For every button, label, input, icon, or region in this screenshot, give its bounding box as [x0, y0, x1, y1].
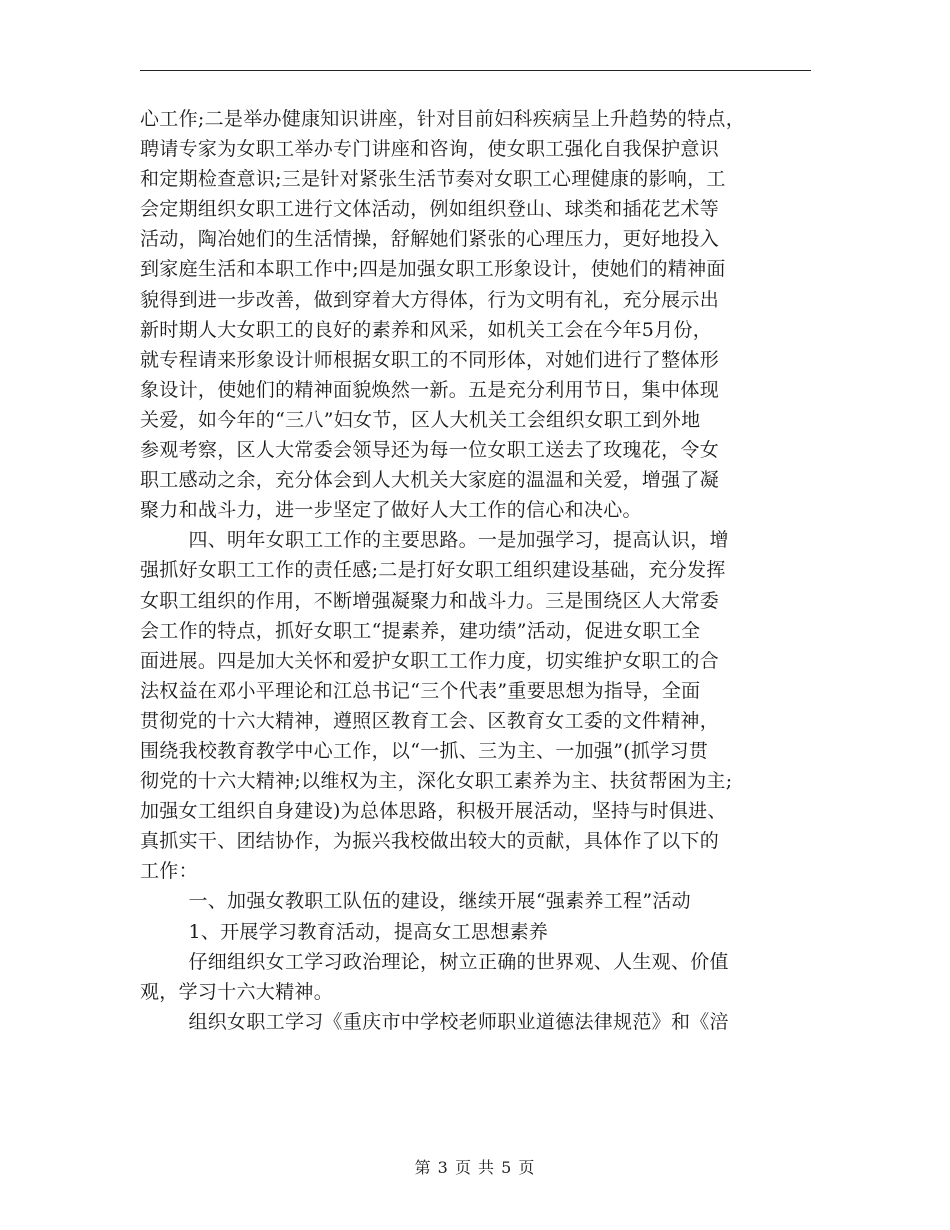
text-line: 职工感动之余，充分体会到人大机关大家庭的温温和关爱，增强了凝 — [140, 469, 720, 492]
text-line: 和定期检查意识;三是针对紧张生活节奏对女职工心理健康的影响，工 — [140, 168, 726, 191]
section-heading: 一、加强女教职工队伍的建设，继续开展“强素养工程”活动 — [188, 890, 691, 913]
text-line: 活动，陶冶她们的生活情操，舒解她们紧张的心理压力，更好地投入 — [140, 228, 720, 251]
text-line: 观，学习十六大精神。 — [140, 980, 334, 1003]
body-text — [140, 104, 820, 1037]
text-line: 象设计，使她们的精神面貌焕然一新。五是充分利用节日，集中体现 — [140, 378, 720, 401]
paragraph-start-line: 组织女职工学习《重庆市中学校老师职业道德法律规范》和《涪 — [188, 1010, 729, 1033]
text-line: 法权益在邓小平理论和江总书记“三个代表”重要思想为指导，全面 — [140, 679, 701, 702]
text-line: 参观考察，区人大常委会领导还为每一位女职工送去了玫瑰花，令女 — [140, 439, 720, 462]
text-line: 面进展。四是加大关怀和爱护女职工工作力度，切实维护女职工的合 — [140, 649, 720, 672]
text-line: 工作： — [140, 860, 198, 883]
text-line: 到家庭生活和本职工作中;四是加强女职工形象设计，使她们的精神面 — [140, 258, 726, 281]
header-rule — [140, 70, 811, 71]
text-line: 会定期组织女职工进行文体活动，例如组织登山、球类和插花艺术等 — [140, 198, 720, 221]
text-line: 加强女工组织自身建设)为总体思路，积极开展活动，坚持与时俱进、 — [140, 800, 727, 823]
text-line: 女职工组织的作用，不断增强凝聚力和战斗力。三是围绕区人大常委 — [140, 589, 720, 612]
text-line: 会工作的特点，抓好女职工“提素养，建功绩”活动，促进女职工全 — [140, 619, 701, 642]
subsection-heading: 1、开展学习教育活动，提高女工思想素养 — [188, 920, 549, 943]
page-number-footer: 第 3 页 共 5 页 — [414, 1158, 536, 1177]
text-line: 真抓实干、团结协作，为振兴我校做出较大的贡献，具体作了以下的 — [140, 830, 720, 853]
text-line: 新时期人大女职工的良好的素养和风采，如机关工会在今年5月份， — [140, 318, 713, 341]
text-line: 心工作;二是举办健康知识讲座，针对目前妇科疾病呈上升趋势的特点， — [140, 108, 746, 130]
text-line: 关爱，如今年的“三八”妇女节，区人大机关工会组织女职工到外地 — [140, 408, 701, 431]
text-line: 彻党的十六大精神;以维权为主，深化女职工素养为主、扶贫帮困为主; — [140, 770, 733, 793]
text-line: 围绕我校教育教学中心工作，以“一抓、三为主、一加强”(抓学习贯 — [140, 739, 709, 762]
text-line: 强抓好女职工工作的责任感;二是打好女职工组织建设基础，充分发挥 — [140, 559, 726, 582]
text-line: 聚力和战斗力，进一步坚定了做好人大工作的信心和决心。 — [140, 499, 642, 522]
text-line: 贯彻党的十六大精神，遵照区教育工会、区教育女工委的文件精神， — [140, 709, 720, 732]
paragraph-start-line: 四、明年女职工工作的主要思路。一是加强学习，提高认识，增 — [188, 529, 729, 552]
text-line: 貌得到进一步改善，做到穿着大方得体，行为文明有礼，充分展示出 — [140, 288, 720, 311]
text-line: 聘请专家为女职工举办专门讲座和咨询，使女职工强化自我保护意识 — [140, 138, 720, 161]
text-line: 就专程请来形象设计师根据女职工的不同形体，对她们进行了整体形 — [140, 348, 720, 371]
paragraph-start-line: 仔细组织女工学习政治理论，树立正确的世界观、人生观、价值 — [188, 950, 729, 973]
